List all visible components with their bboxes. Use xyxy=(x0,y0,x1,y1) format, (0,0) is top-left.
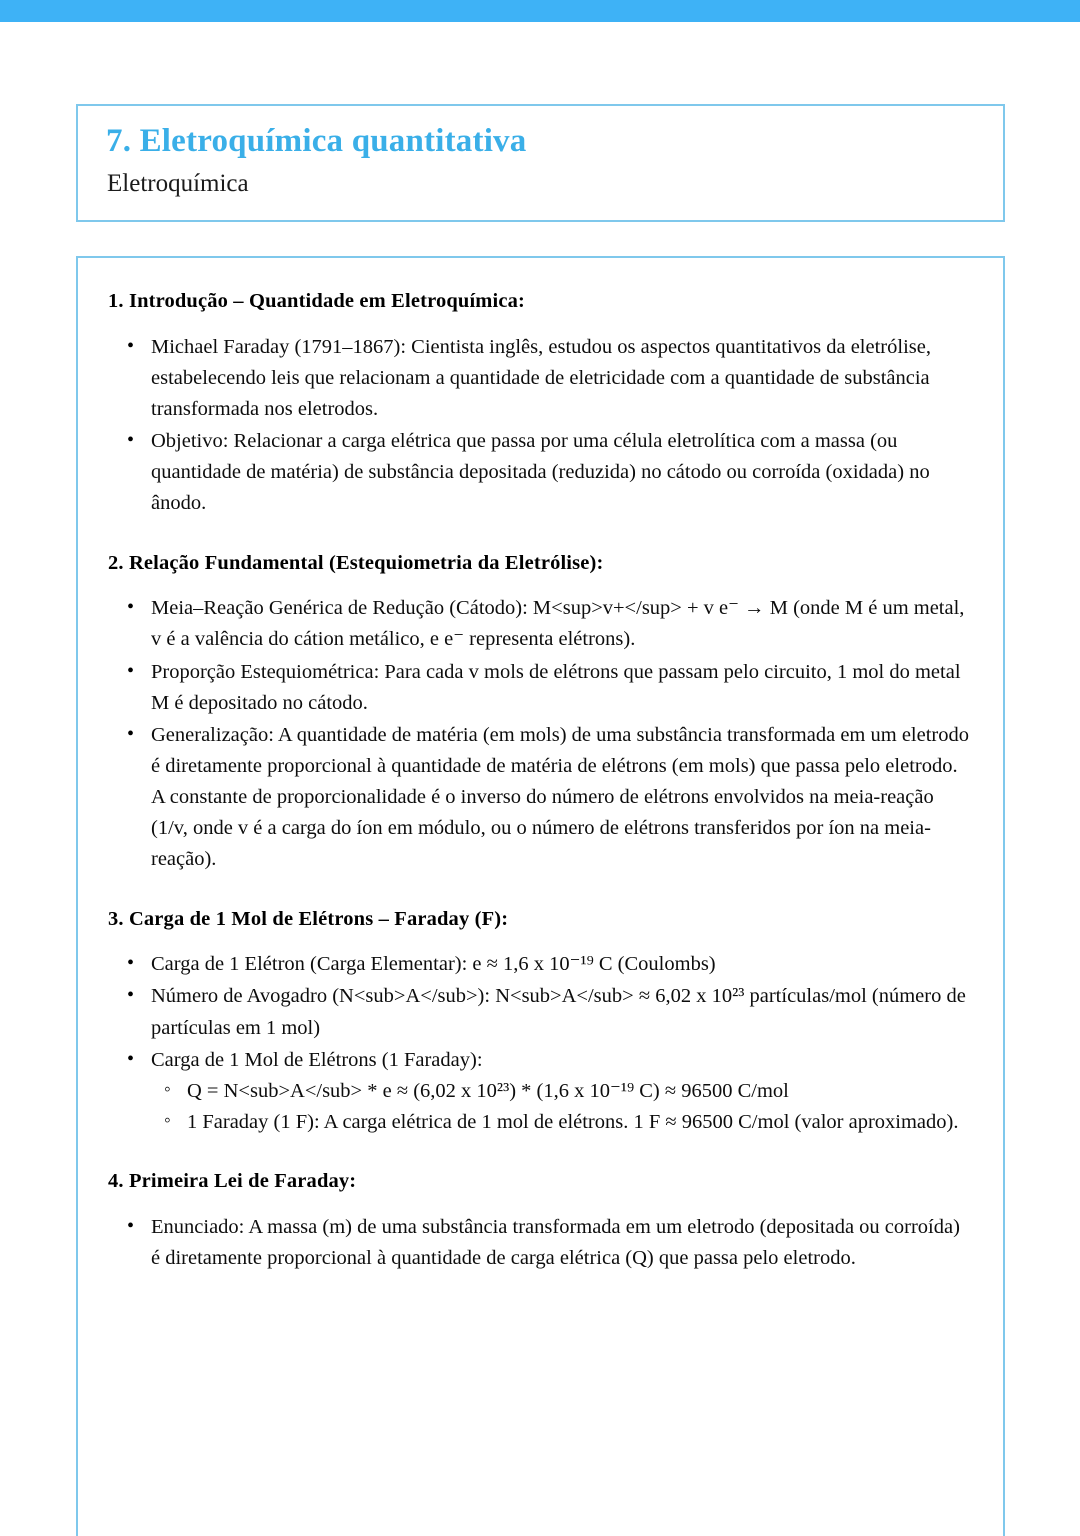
list-item xyxy=(108,657,973,719)
section-bullet-list xyxy=(108,1212,973,1274)
list-item xyxy=(108,593,973,655)
list-item xyxy=(151,1076,973,1107)
list-item-text: • Meia–Reação Genérica de Redução (Cátodo): M<sup>v+</sup> + v e⁻ → M (onde M é um metal, v é a valência do cátion metálico, e e⁻ representa elétrons). xyxy=(151,593,973,655)
section-2 xyxy=(108,550,973,876)
list-item-text: ◦ Q = N<sub>A</sub> * e ≈ (6,02 x 10²³) * (1,6 x 10⁻¹⁹ C) ≈ 96500 C/mol xyxy=(187,1076,973,1107)
section-sub-bullet-list xyxy=(151,1076,973,1138)
section-bullet-list xyxy=(108,593,973,875)
section-heading: 3. Carga de 1 Mol de Elétrons – Faraday (F): xyxy=(108,907,509,930)
section-heading: 4. Primeira Lei de Faraday: xyxy=(108,1170,357,1193)
document-content-box xyxy=(76,256,1005,1536)
document-header-box xyxy=(76,104,1005,222)
list-item xyxy=(108,1045,973,1138)
list-item xyxy=(108,332,973,425)
list-item-text: ◦ 1 Faraday (1 F): A carga elétrica de 1 mol de elétrons. 1 F ≈ 96500 C/mol (valor aproximado). xyxy=(187,1107,973,1138)
list-item-text: • Proporção Estequiométrica: Para cada v mols de elétrons que passam pelo circuito, 1 mol do metal M é depositado no cátodo. xyxy=(151,657,973,719)
list-item xyxy=(108,1212,973,1274)
section-heading: 1. Introdução – Quantidade em Eletroquímica: xyxy=(108,290,526,312)
section-3 xyxy=(108,906,973,1139)
page-title: 7. Eletroquímica quantitativa xyxy=(106,123,527,159)
list-item-text: • Carga de 1 Mol de Elétrons (1 Faraday): xyxy=(151,1045,973,1076)
list-item-text: • Carga de 1 Elétron (Carga Elementar): e ≈ 1,6 x 10⁻¹⁹ C (Coulombs) xyxy=(151,949,973,980)
list-item xyxy=(108,720,973,876)
list-item xyxy=(151,1107,973,1138)
section-bullet-list xyxy=(108,949,973,1138)
list-item-text: • Michael Faraday (1791–1867): Cientista inglês, estudou os aspectos quantitativos da eletrólise, estabelecendo leis que relacionam a quantidade de eletricidade com a quantidade de substância transformada nos eletrodos. xyxy=(151,332,973,425)
document-page xyxy=(0,22,1080,1528)
content-body xyxy=(78,258,1003,1274)
list-item xyxy=(108,426,973,519)
list-item-text: • Generalização: A quantidade de matéria (em mols) de uma substância transformada em um eletrodo é diretamente proporcional à quantidade de matéria de elétrons (em mols) que passa pelo eletrodo. A constante de proporcionalidade é o inverso do número de elétrons envolvidos na meia-reação (1/v, onde v é a carga do íon em módulo, ou o número de elétrons transferidos por íon na meia-reação). xyxy=(151,720,973,876)
section-bullet-list xyxy=(108,332,973,520)
section-4 xyxy=(108,1168,973,1274)
page-subtitle: Eletroquímica xyxy=(107,170,249,197)
section-1 xyxy=(108,288,973,520)
list-item-text: • Objetivo: Relacionar a carga elétrica que passa por uma célula eletrolítica com a massa (ou quantidade de matéria) de substância depositada (reduzida) no cátodo ou corroída (oxidada) no ânodo. xyxy=(151,426,973,519)
list-item-text: • Número de Avogadro (N<sub>A</sub>): N<sub>A</sub> ≈ 6,02 x 10²³ partículas/mol (número de partículas em 1 mol) xyxy=(151,981,973,1043)
list-item xyxy=(108,981,973,1043)
section-heading: 2. Relação Fundamental (Estequiometria da Eletrólise): xyxy=(108,551,604,574)
top-accent-bar xyxy=(0,0,1080,22)
list-item xyxy=(108,949,973,980)
list-item-text: • Enunciado: A massa (m) de uma substância transformada em um eletrodo (depositada ou corroída) é diretamente proporcional à quantidade de carga elétrica (Q) que passa pelo eletrodo. xyxy=(151,1212,973,1274)
